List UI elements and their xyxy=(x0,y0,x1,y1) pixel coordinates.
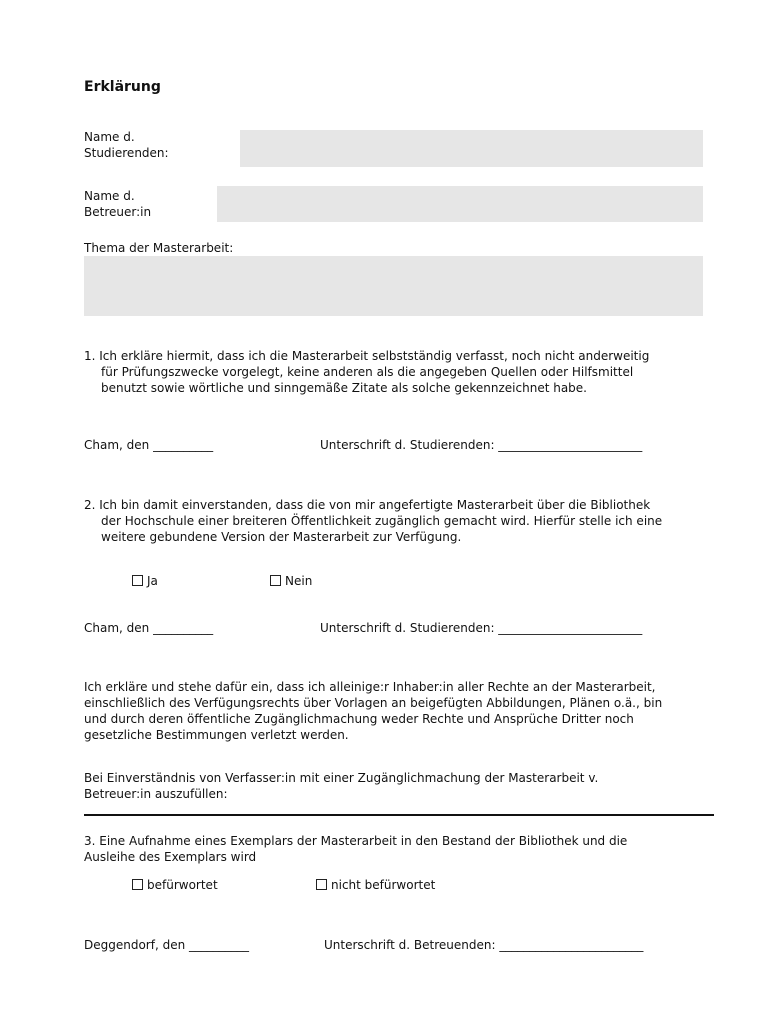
advisor-name-field[interactable] xyxy=(217,186,703,222)
declaration-1-line3: benutzt sowie wörtliche und sinngemäße Zitate als solche gekennzeichnet habe. xyxy=(101,381,587,395)
checkbox-square-icon[interactable] xyxy=(132,575,143,586)
rights-declaration xyxy=(84,679,662,743)
checkbox-befuerwortet-label: befürwortet xyxy=(147,878,218,892)
checkbox-square-icon[interactable] xyxy=(270,575,281,586)
declaration-1-line1: 1. Ich erkläre hiermit, dass ich die Masterarbeit selbstständig verfasst, noch nicht anderweitig xyxy=(84,349,650,363)
place-date-2: Cham, den __________ xyxy=(84,621,214,635)
checkbox-befuerwortet[interactable] xyxy=(132,878,218,892)
student-label-line1: Name d. xyxy=(84,130,135,144)
place-date-3: Deggendorf, den __________ xyxy=(84,938,250,952)
thesis-topic-field[interactable] xyxy=(84,256,703,316)
student-name-field[interactable] xyxy=(240,130,703,167)
checkbox-ja[interactable] xyxy=(132,574,158,588)
declaration-2-line2: der Hochschule einer breiteren Öffentlichkeit zugänglich gemacht wird. Hierfür stelle ich eine xyxy=(101,514,663,528)
checkbox-nicht-befuerwortet[interactable] xyxy=(316,878,435,892)
declaration-2-line1: 2. Ich bin damit einverstanden, dass die von mir angefertigte Masterarbeit über die Bibliothek xyxy=(84,498,651,512)
section-divider xyxy=(84,814,714,816)
signature-student-1: Unterschrift d. Studierenden: ________________________ xyxy=(320,438,643,452)
declaration-1-line2: für Prüfungszwecke vorgelegt, keine anderen als die angegeben Quellen oder Hilfsmittel xyxy=(101,365,634,379)
declaration-2 xyxy=(84,497,662,545)
declaration-1 xyxy=(84,348,649,396)
checkbox-ja-label: Ja xyxy=(147,574,158,588)
advisor-name-label xyxy=(84,188,151,220)
signature-student-2: Unterschrift d. Studierenden: ________________________ xyxy=(320,621,643,635)
declaration-2-line3: weitere gebundene Version der Masterarbeit zur Verfügung. xyxy=(101,530,462,544)
advisor-note-line1: Bei Einverständnis von Verfasser:in mit einer Zugänglichmachung der Masterarbeit v. xyxy=(84,771,599,785)
rights-line3: und durch deren öffentliche Zugänglichmachung weder Rechte und Ansprüche Dritter noch xyxy=(84,712,634,726)
signature-advisor: Unterschrift d. Betreuenden: ________________________ xyxy=(324,938,644,952)
checkbox-nein[interactable] xyxy=(270,574,312,588)
place-date-1: Cham, den __________ xyxy=(84,438,214,452)
rights-line4: gesetzliche Bestimmungen verletzt werden. xyxy=(84,728,349,742)
rights-line1: Ich erkläre und stehe dafür ein, dass ich alleinige:r Inhaber:in aller Rechte an der Masterarbeit, xyxy=(84,680,656,694)
rights-line2: einschließlich des Verfügungsrechts über Vorlagen an beigefügten Abbildungen, Plänen o.ä., bin xyxy=(84,696,663,710)
thesis-topic-label: Thema der Masterarbeit: xyxy=(84,241,234,255)
page-title: Erklärung xyxy=(84,79,161,95)
declaration-3 xyxy=(84,833,627,865)
checkbox-nicht-befuerwortet-label: nicht befürwortet xyxy=(331,878,436,892)
declaration-3-line2: Ausleihe des Exemplars wird xyxy=(84,850,257,864)
declaration-3-line1: 3. Eine Aufnahme eines Exemplars der Masterarbeit in den Bestand der Bibliothek und die xyxy=(84,834,628,848)
student-name-label xyxy=(84,129,169,161)
advisor-note xyxy=(84,770,598,802)
student-label-line2: Studierenden: xyxy=(84,146,169,160)
advisor-note-line2: Betreuer:in auszufüllen: xyxy=(84,787,228,801)
advisor-label-line1: Name d. xyxy=(84,189,135,203)
checkbox-nein-label: Nein xyxy=(285,574,313,588)
checkbox-square-icon[interactable] xyxy=(132,879,143,890)
checkbox-square-icon[interactable] xyxy=(316,879,327,890)
advisor-label-line2: Betreuer:in xyxy=(84,205,152,219)
